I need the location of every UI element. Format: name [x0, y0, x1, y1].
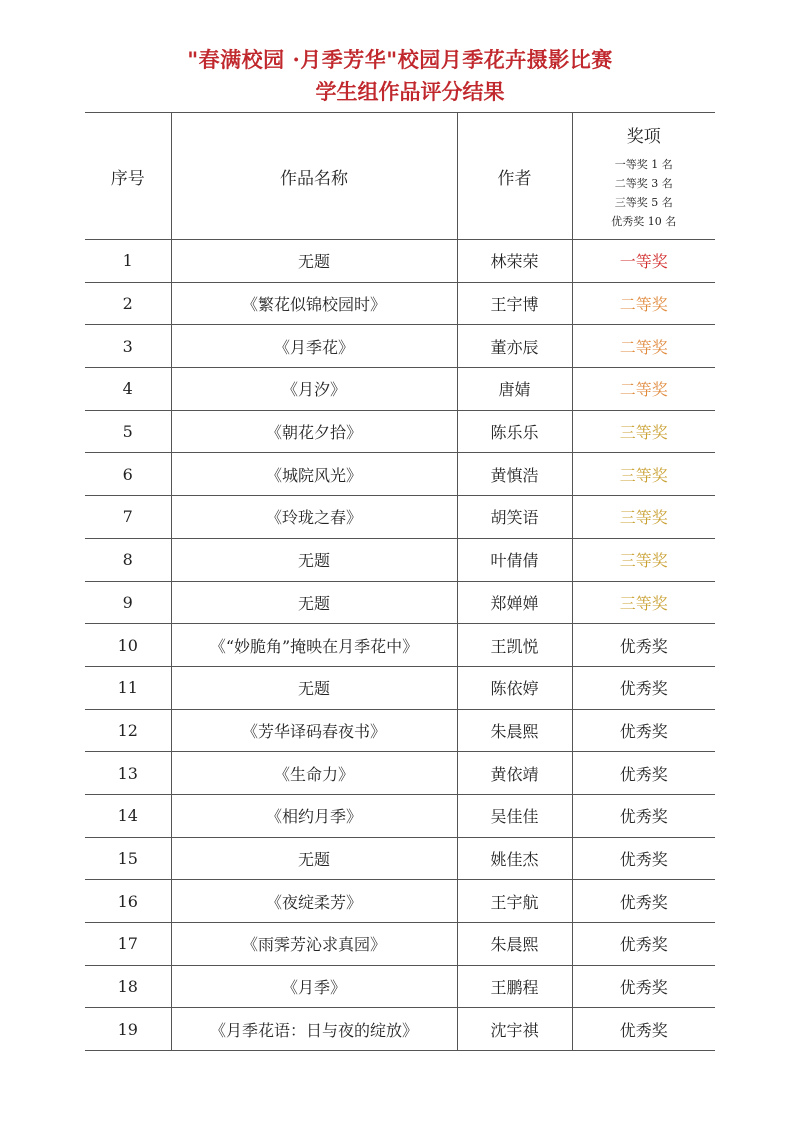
header-work: 作品名称: [171, 113, 457, 240]
cell-no: 3: [85, 325, 171, 368]
award-legend-item: 优秀奖 10 名: [611, 214, 677, 228]
cell-no: 9: [85, 581, 171, 624]
table-row: [85, 581, 715, 624]
table-row: [85, 880, 715, 923]
cell-no: 8: [85, 538, 171, 581]
cell-author: 胡笑语: [457, 496, 572, 539]
table-row: [85, 837, 715, 880]
cell-no: 10: [85, 624, 171, 667]
cell-no: 5: [85, 410, 171, 453]
cell-no: 17: [85, 923, 171, 966]
cell-work: 《繁花似锦校园时》: [171, 282, 457, 325]
cell-work: 《朝花夕拾》: [171, 410, 457, 453]
results-table: [85, 112, 715, 1051]
cell-author: 朱晨熙: [457, 923, 572, 966]
cell-work: 《“妙脆角”掩映在月季花中》: [171, 624, 457, 667]
table-row: [85, 538, 715, 581]
cell-author: 王凯悦: [457, 624, 572, 667]
header-no: 序号: [85, 113, 171, 240]
table-row: [85, 965, 715, 1008]
cell-no: 7: [85, 496, 171, 539]
award-legend-item: 一等奖 1 名: [614, 157, 673, 171]
cell-award: 优秀奖: [572, 709, 715, 752]
cell-award: 优秀奖: [572, 794, 715, 837]
table-row: [85, 709, 715, 752]
cell-award: 二等奖: [572, 282, 715, 325]
table-row: [85, 410, 715, 453]
cell-author: 黄依靖: [457, 752, 572, 795]
cell-award: 优秀奖: [572, 880, 715, 923]
cell-work: 《芳华译码春夜书》: [171, 709, 457, 752]
header-award-title: 奖项: [626, 126, 661, 147]
cell-work: 《夜绽柔芳》: [171, 880, 457, 923]
table-row: [85, 325, 715, 368]
award-legend-item: 三等奖 5 名: [614, 195, 673, 209]
cell-no: 4: [85, 368, 171, 411]
cell-award: 三等奖: [572, 410, 715, 453]
cell-author: 姚佳杰: [457, 837, 572, 880]
table-row: [85, 282, 715, 325]
cell-no: 12: [85, 709, 171, 752]
cell-work: 《月季花》: [171, 325, 457, 368]
cell-award: 优秀奖: [572, 837, 715, 880]
cell-work: 无题: [171, 538, 457, 581]
cell-work: 无题: [171, 240, 457, 283]
cell-award: 三等奖: [572, 453, 715, 496]
table-row: [85, 923, 715, 966]
cell-work: 《生命力》: [171, 752, 457, 795]
cell-no: 15: [85, 837, 171, 880]
header-author: 作者: [457, 113, 572, 240]
cell-award: 优秀奖: [572, 923, 715, 966]
cell-award: 三等奖: [572, 581, 715, 624]
cell-work: 无题: [171, 837, 457, 880]
cell-work: 无题: [171, 666, 457, 709]
table-row: [85, 794, 715, 837]
cell-work: 《城院风光》: [171, 453, 457, 496]
cell-work: 《月季花语：日与夜的绽放》: [171, 1008, 457, 1051]
cell-author: 郑婵婵: [457, 581, 572, 624]
table-row: [85, 752, 715, 795]
cell-work: 《月季》: [171, 965, 457, 1008]
cell-award: 优秀奖: [572, 624, 715, 667]
cell-award: 一等奖: [572, 240, 715, 283]
cell-work: 无题: [171, 581, 457, 624]
cell-author: 唐婧: [457, 368, 572, 411]
results-body: [85, 240, 715, 1051]
cell-award: 三等奖: [572, 538, 715, 581]
table-row: [85, 624, 715, 667]
award-legend: [573, 155, 716, 231]
cell-award: 二等奖: [572, 368, 715, 411]
cell-author: 林荣荣: [457, 240, 572, 283]
cell-work: 《玲珑之春》: [171, 496, 457, 539]
table-row: [85, 453, 715, 496]
cell-no: 19: [85, 1008, 171, 1051]
cell-no: 11: [85, 666, 171, 709]
cell-author: 王鹏程: [457, 965, 572, 1008]
cell-no: 13: [85, 752, 171, 795]
cell-author: 朱晨熙: [457, 709, 572, 752]
cell-author: 王宇博: [457, 282, 572, 325]
table-header-row: [85, 113, 715, 240]
cell-author: 陈乐乐: [457, 410, 572, 453]
cell-no: 2: [85, 282, 171, 325]
cell-award: 优秀奖: [572, 752, 715, 795]
table-row: [85, 240, 715, 283]
table-row: [85, 666, 715, 709]
cell-no: 16: [85, 880, 171, 923]
cell-award: 二等奖: [572, 325, 715, 368]
cell-author: 董亦辰: [457, 325, 572, 368]
cell-author: 陈依婷: [457, 666, 572, 709]
cell-author: 王宇航: [457, 880, 572, 923]
cell-author: 叶倩倩: [457, 538, 572, 581]
cell-award: 优秀奖: [572, 1008, 715, 1051]
award-legend-item: 二等奖 3 名: [614, 176, 673, 190]
document-title: [0, 44, 800, 108]
header-award: [572, 113, 715, 240]
cell-no: 1: [85, 240, 171, 283]
cell-no: 14: [85, 794, 171, 837]
cell-award: 优秀奖: [572, 965, 715, 1008]
cell-award: 三等奖: [572, 496, 715, 539]
cell-work: 《雨霁芳沁求真园》: [171, 923, 457, 966]
cell-author: 黄慎浩: [457, 453, 572, 496]
table-row: [85, 1008, 715, 1051]
table-row: [85, 368, 715, 411]
cell-work: 《月汐》: [171, 368, 457, 411]
title-line-1: "春满校园 ·月季芳华"校园月季花卉摄影比赛: [187, 47, 613, 72]
cell-no: 18: [85, 965, 171, 1008]
cell-work: 《相约月季》: [171, 794, 457, 837]
cell-award: 优秀奖: [572, 666, 715, 709]
table-row: [85, 496, 715, 539]
cell-author: 沈宇祺: [457, 1008, 572, 1051]
title-line-2: 学生组作品评分结果: [315, 79, 505, 104]
cell-author: 吴佳佳: [457, 794, 572, 837]
cell-no: 6: [85, 453, 171, 496]
